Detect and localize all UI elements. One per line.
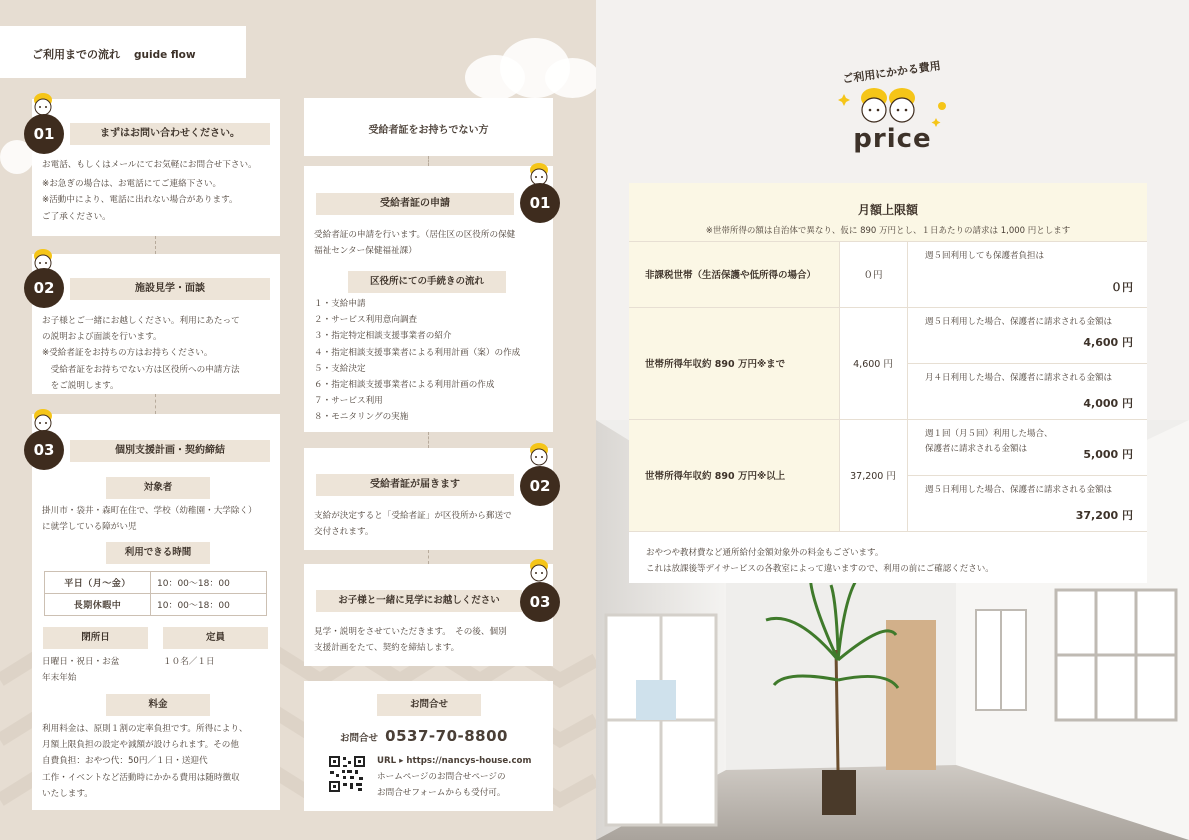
hours-value: 10：00～18：00	[151, 594, 267, 616]
table-row	[45, 594, 267, 616]
price-sub-row: 週５回利用しても保護者負担は ０円	[925, 251, 1133, 294]
visit-text: 見学・説明をさせていただきます。 その後、個別 支援計画をたて、契約を締結します。	[314, 627, 507, 654]
visit-title: お子様と一緒に見学にお越しください	[316, 590, 522, 612]
price-row-amount: 37,200 円	[839, 419, 907, 531]
price-sub-value: 4,600 円	[1083, 336, 1133, 349]
price-sub-value: 4,000 円	[1083, 397, 1133, 410]
list-item: ３・指定特定相談支援事業者の紹介	[314, 331, 452, 342]
flow-connector	[155, 394, 156, 414]
step-01-card	[32, 99, 280, 236]
list-item: １・支給申請	[314, 299, 366, 309]
price-card-title: 月額上限額	[857, 203, 918, 217]
list-item: ６・指定相談支援事業者による利用計画の作成	[314, 380, 495, 391]
hours-key: 長期休暇中	[45, 594, 151, 616]
closed-text: 日曜日・祝日・お盆 年末年始	[42, 657, 120, 684]
price-row-amount: 4,600 円	[839, 307, 907, 419]
contact-card	[304, 681, 553, 811]
step-02-text: お子様とご一緒にお越しください。利用にあたって の説明および面談を行います。 ※受給者証をお持ちの方はお持ちください。 受給者証をお持ちでない方は区役所への申請方法 をご説明します。	[42, 316, 240, 391]
cert-arrive-title: 受給者証が届きます	[316, 474, 514, 496]
contact-label: お問合せ	[377, 694, 481, 716]
target-text: 掛川市・袋井・森町在住で、学校（幼稚園・大学除く） に就学している障がい児	[42, 506, 257, 533]
flow-label: 区役所にての手続きの流れ	[348, 271, 506, 293]
list-item: ５・支給決定	[314, 363, 366, 374]
step-02-title: 施設見学・面談	[70, 278, 270, 300]
flow-connector	[428, 550, 429, 564]
step-03-badge: 03	[24, 430, 64, 470]
list-item: ８・モニタリングの実施	[314, 412, 409, 423]
visit-card	[304, 564, 553, 666]
no-cert-header: 受給者証をお持ちでない方	[368, 125, 489, 136]
table-row	[45, 572, 267, 594]
mascot-icon	[526, 442, 552, 466]
cert-apply-text: 受給者証の申請を行います。（居住区の区役所の保健 福祉センター保健福祉課）	[314, 230, 516, 257]
hours-table	[44, 571, 267, 616]
qr-code-icon	[328, 755, 366, 793]
price-panel	[596, 0, 1189, 840]
price-arc-text: ご利用にかかる費用	[841, 59, 942, 86]
no-cert-header-card	[304, 98, 553, 156]
price-title: price	[853, 124, 932, 154]
price-row-label: 世帯所得年収約 890 万円※まで	[629, 307, 839, 419]
header-title-en: guide flow	[134, 49, 196, 61]
step-01-text: お電話、もしくはメールにてお気軽にお問合せ下さい。 ※お急ぎの場合は、お電話にてご連絡下さい。 ※活動中により、電話に出れない場合があります。 ご了承ください。	[42, 160, 257, 222]
step-03-title: 個別支援計画・契約締結	[70, 440, 270, 462]
flow-connector	[155, 236, 156, 254]
mascot-icon	[30, 92, 56, 116]
mascot-icon	[30, 408, 56, 432]
contact-phone-prefix: お問合せ	[340, 733, 379, 744]
cert-step-01-badge: 01	[520, 183, 560, 223]
list-item: ２・サービス利用意向調査	[314, 315, 418, 326]
flow-connector	[428, 432, 429, 448]
price-row-amount: ０円	[839, 241, 907, 307]
cert-arrive-text: 支給が決定すると「受給者証」が区役所から郵送で 交付されます。	[314, 511, 512, 538]
capacity-text: １０名／１日	[163, 657, 215, 667]
price-note: ※世帯所得の額は自治体で異なり、仮に 890 万円とし、１日あたりの請求は 1,000 円とします	[705, 226, 1071, 236]
step-01-title: まずはお問い合わせください。	[70, 123, 270, 145]
cloud-decoration	[545, 58, 596, 98]
hours-key: 平日（月～金）	[45, 572, 151, 594]
list-item: ４・指定相談支援事業者による利用計画（案）の作成	[314, 347, 521, 358]
capacity-label: 定員	[163, 627, 268, 649]
step-02-badge: 02	[24, 268, 64, 308]
price-sub-row: 週１回（月５回）利用した場合、 保護者に請求される金額は 5,000 円	[925, 429, 1133, 461]
hours-value: 10：00～18：00	[151, 572, 267, 594]
price-sub-value: 37,200 円	[1075, 509, 1133, 522]
cert-apply-title: 受給者証の申請	[316, 193, 514, 215]
contact-phone-line	[340, 727, 508, 745]
price-row-label: 非課税世帯（生活保護や低所得の場合）	[629, 241, 839, 307]
list-item: ７・サービス利用	[314, 396, 383, 407]
contact-url[interactable]: URL ▸ https://nancys-house.com	[377, 756, 532, 766]
flow-list	[314, 296, 520, 426]
mascot-pair-icon	[836, 84, 946, 128]
fee-label: 料金	[106, 694, 210, 716]
contact-phone[interactable]: 0537-70-8800	[385, 727, 508, 745]
cert-step-03-badge: 03	[520, 582, 560, 622]
step-02-card	[32, 254, 280, 394]
header-title-ja: ご利用までの流れ	[32, 48, 120, 61]
mascot-icon	[526, 558, 552, 582]
cert-apply-card	[304, 166, 553, 432]
price-footnote: おやつや教材費など通所給付金額対象外の料金もございます。 これは放課後等デイサービスの各教室によって違いますので、利用の前にご確認ください。	[646, 548, 994, 574]
price-sub-row: 週５日利用した場合、保護者に請求される金額は 4,600 円	[925, 317, 1133, 349]
cert-arrive-card	[304, 448, 553, 550]
hours-label: 利用できる時間	[106, 542, 210, 564]
price-sub-value: ０円	[1111, 281, 1133, 294]
flow-connector	[428, 156, 429, 166]
cert-step-02-badge: 02	[520, 466, 560, 506]
fee-text: 利用料金は、原則１割の定率負担です。所得により、 月額上限負担の設定や減額が設けられます。その他 自費負担：おやつ代：50円／１日・送迎代 工作・イベントなど活動時にかかる費用は随時徴収 いたします。	[42, 724, 248, 799]
closed-label: 閉所日	[43, 627, 148, 649]
guide-flow-header	[0, 26, 246, 78]
contact-url-block: URL ▸ https://nancys-house.com ホームページのお問合せページの お問合せフォームからも受付可。	[377, 753, 531, 802]
price-sub-row: 週５日利用した場合、保護者に請求される金額は 37,200 円	[925, 485, 1133, 522]
price-sub-value: 5,000 円	[1083, 448, 1133, 461]
price-row-label: 世帯所得年収約 890 万円※以上	[629, 419, 839, 531]
target-label: 対象者	[106, 477, 210, 499]
price-table-card	[629, 183, 1147, 583]
step-01-badge: 01	[24, 114, 64, 154]
price-sub-row: 月４日利用した場合、保護者に請求される金額は 4,000 円	[925, 373, 1133, 410]
